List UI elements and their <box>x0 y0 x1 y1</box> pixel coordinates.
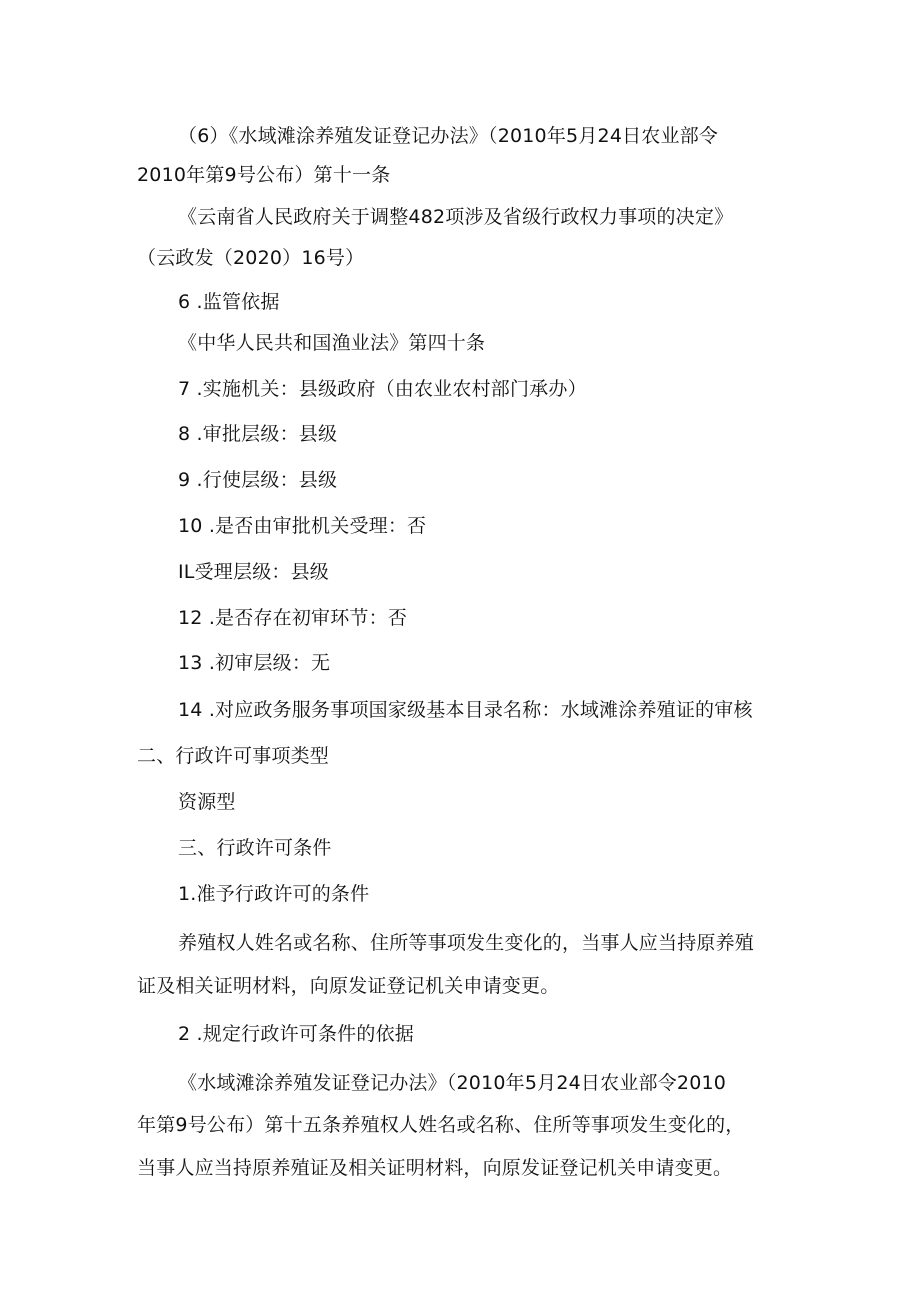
text-line: （云政发（2020）16号） <box>137 247 365 269</box>
text-line: 证及相关证明材料，向原发证登记机关申请变更。 <box>137 975 560 997</box>
text-line: 年第9号公布）第十五条养殖权人姓名或名称、住所等事项发生变化的， <box>137 1114 745 1136</box>
subsection-heading: 2 .规定行政许可条件的依据 <box>178 1023 414 1045</box>
text-line: 13 .初审层级：无 <box>178 652 331 674</box>
subsection-heading: 1.准予行政许可的条件 <box>178 883 370 905</box>
text-line: 7 .实施机关：县级政府（由农业农村部门承办） <box>178 378 587 400</box>
text-line: 12 .是否存在初审环节：否 <box>178 607 408 629</box>
text-line: 资源型 <box>178 791 236 813</box>
text-line: 《云南省人民政府关于调整482项涉及省级行政权力事项的决定》 <box>178 206 734 228</box>
text-line: 养殖权人姓名或名称、住所等事项发生变化的，当事人应当持原养殖 <box>178 932 755 954</box>
text-line: 当事人应当持原养殖证及相关证明材料，向原发证登记机关申请变更。 <box>137 1157 733 1179</box>
text-line: 《水域滩涂养殖发证登记办法》（2010年5月24日农业部令2010 <box>178 1072 727 1094</box>
text-line: 8 .审批层级：县级 <box>178 423 338 445</box>
text-line: （6）《水域滩涂养殖发证登记办法》（2010年5月24日农业部令 <box>178 125 719 147</box>
text-line: 14 .对应政务服务事项国家级基本目录名称：水域滩涂养殖证的审核 <box>178 699 753 721</box>
text-line: 2010年第9号公布）第十一条 <box>137 164 391 186</box>
text-line: 9 .行使层级：县级 <box>178 469 338 491</box>
section-heading: 二、行政许可事项类型 <box>137 745 330 767</box>
section-heading: 三、行政许可条件 <box>178 837 332 859</box>
text-line: 《中华人民共和国渔业法》第四十条 <box>178 332 486 354</box>
section-heading: 6 .监管依据 <box>178 291 280 313</box>
text-line: IL受理层级：县级 <box>178 561 329 583</box>
text-line: 10 .是否由审批机关受理：否 <box>178 515 427 537</box>
